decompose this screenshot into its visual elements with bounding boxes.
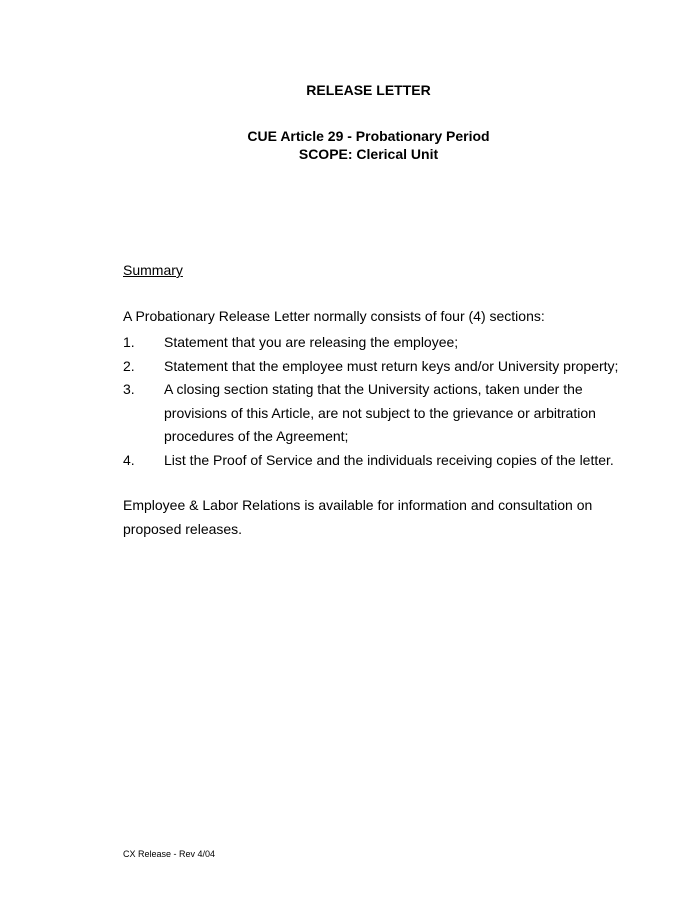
list-item-text: Statement that you are releasing the employee; xyxy=(164,334,459,350)
subtitle-article: CUE Article 29 - Probationary Period xyxy=(247,128,490,144)
list-item-number: 2. xyxy=(123,357,135,374)
list-item-text: A closing section stating that the University actions, taken under the provisions of this Article, are not subject to the grievance or arbitration procedures of the Agreement; xyxy=(164,381,596,444)
list-item-number: 4. xyxy=(123,451,135,468)
list-item-text: Statement that the employee must return keys and/or University property; xyxy=(164,357,619,374)
document-title: RELEASE LETTER xyxy=(306,82,431,98)
list-item-number: 1. xyxy=(123,334,135,350)
intro-paragraph: A Probationary Release Letter normally consists of four (4) sections: xyxy=(123,308,545,324)
summary-heading: Summary xyxy=(123,262,183,278)
document-subtitle xyxy=(0,127,696,163)
list-item-number: 3. xyxy=(123,381,135,397)
footer-revision: CX Release - Rev 4/04 xyxy=(123,849,216,859)
sections-list xyxy=(123,331,643,472)
list-item xyxy=(123,378,643,449)
list-item xyxy=(123,331,643,355)
subtitle-scope: SCOPE: Clerical Unit xyxy=(298,146,439,162)
closing-paragraph: Employee & Labor Relations is available for information and consultation on proposed releases. xyxy=(123,497,593,537)
list-item xyxy=(123,355,643,379)
list-item xyxy=(123,449,643,473)
list-item-text: List the Proof of Service and the individuals receiving copies of the letter. xyxy=(164,451,614,468)
